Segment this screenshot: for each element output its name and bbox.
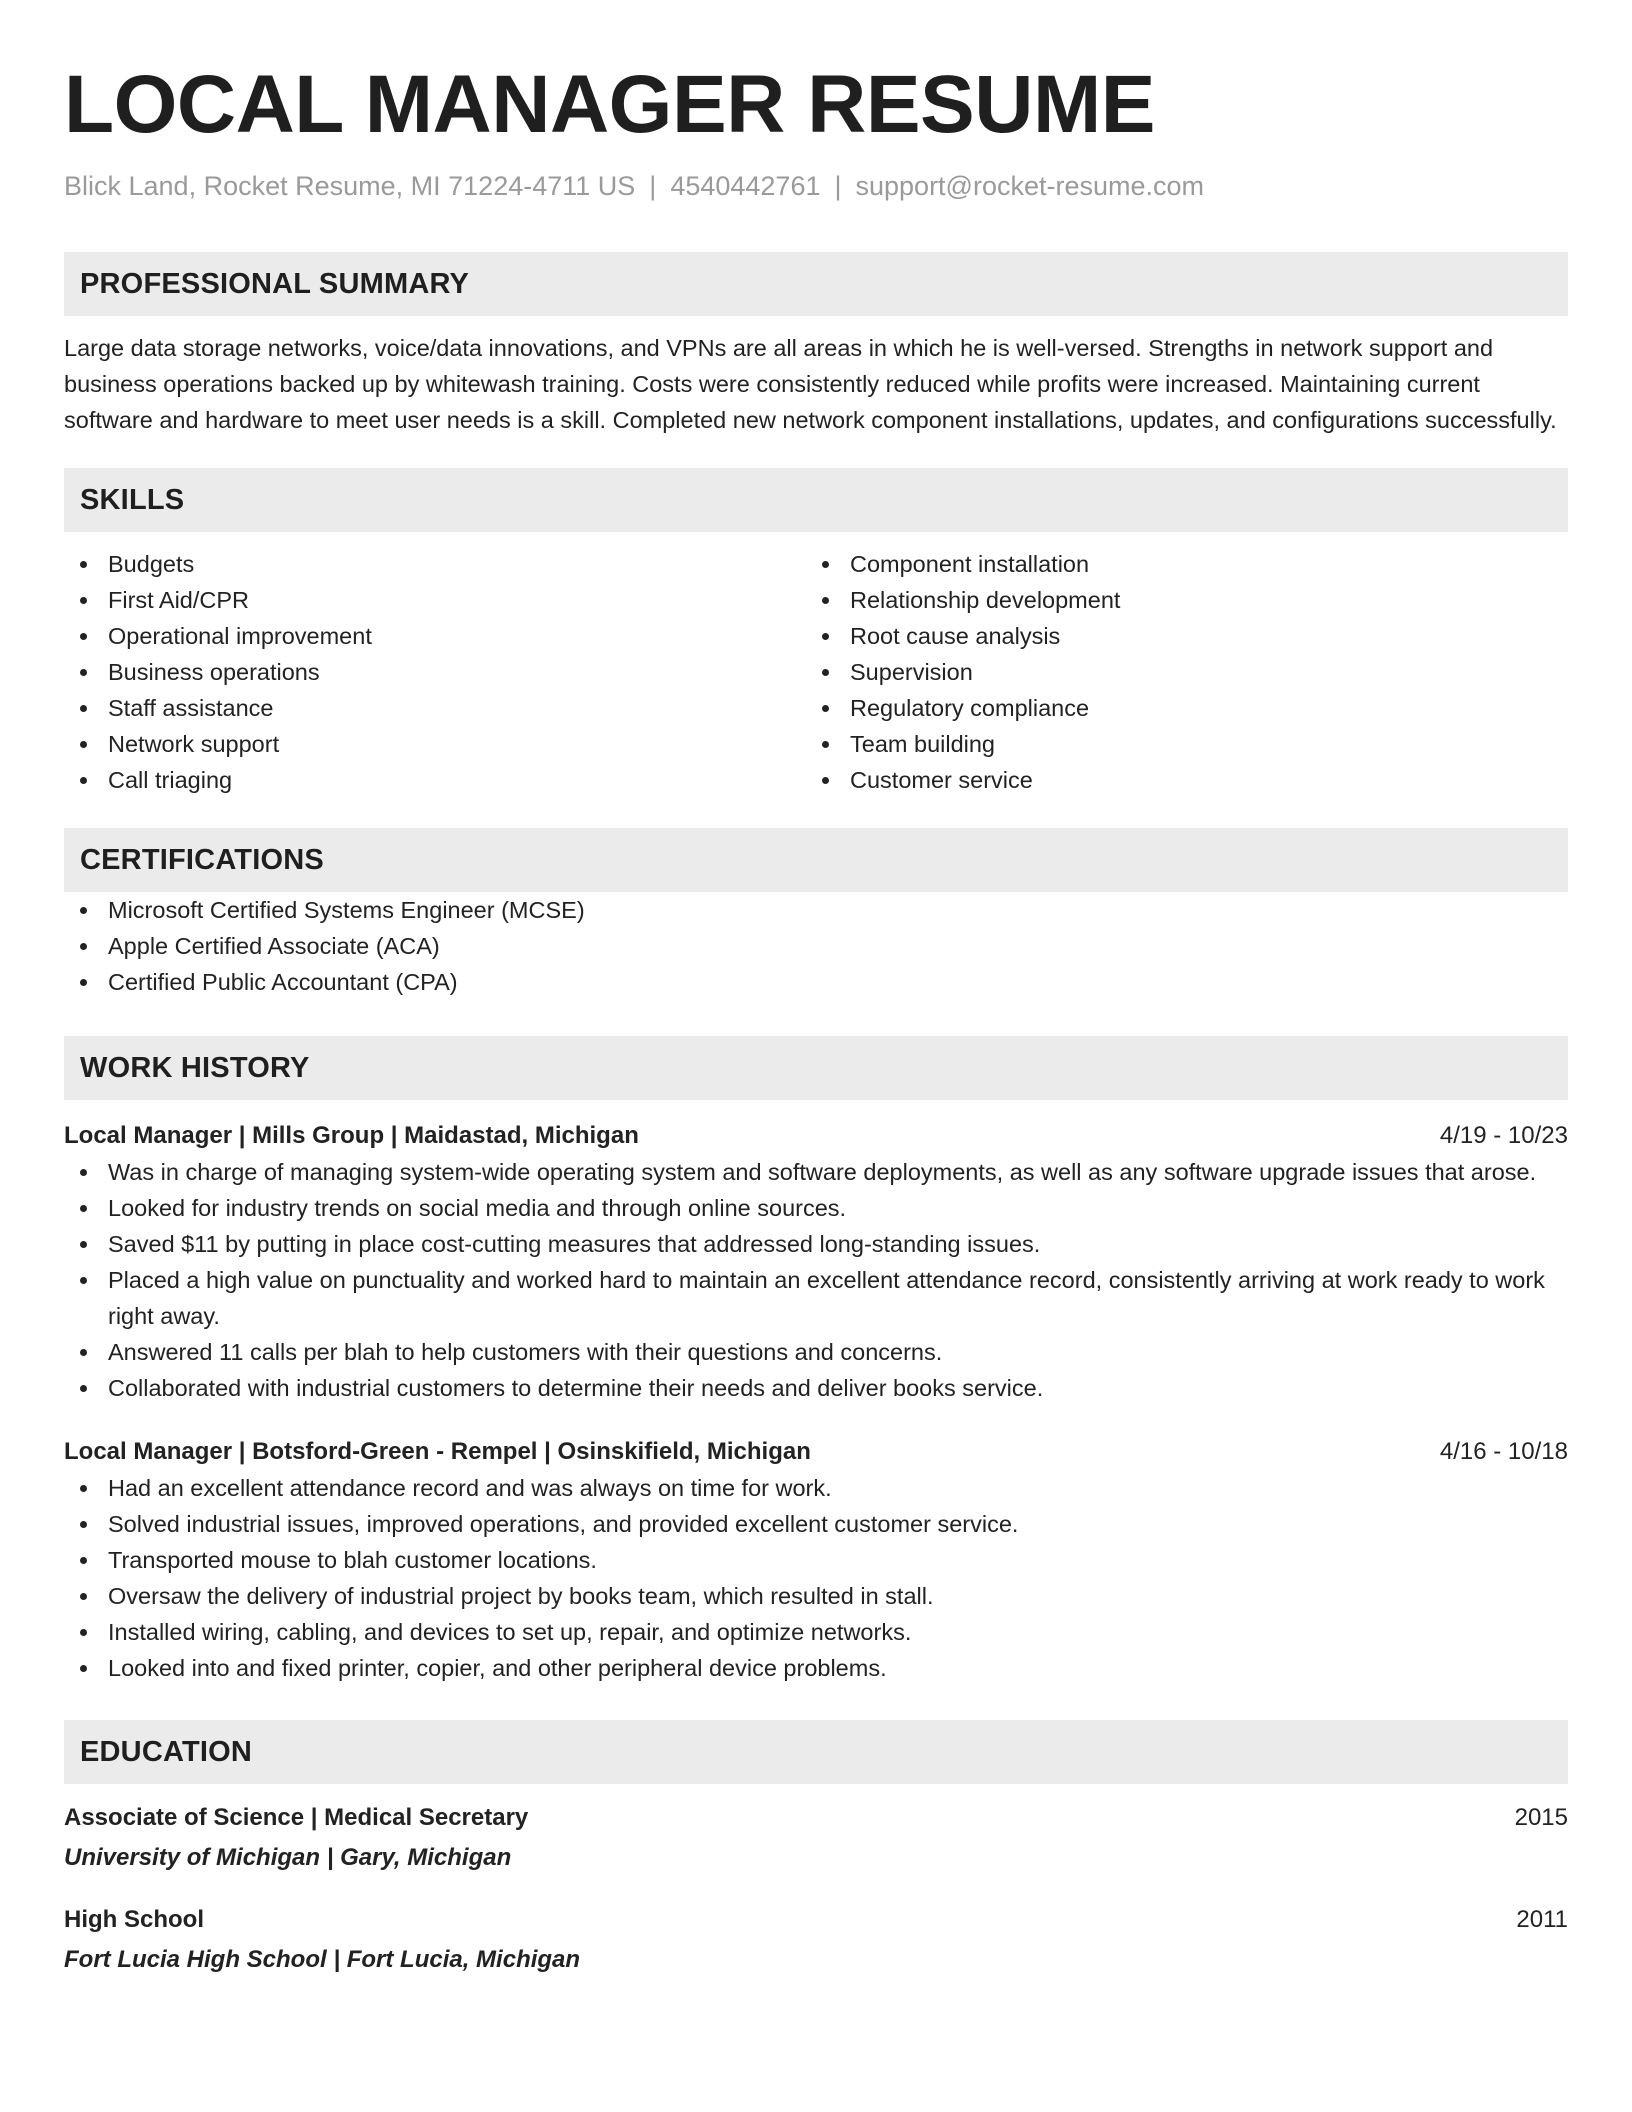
skill-item: Network support	[64, 726, 806, 762]
job-title: Local Manager | Mills Group | Maidastad, Michigan	[64, 1122, 639, 1150]
skill-item: Budgets	[64, 546, 806, 582]
job-entry	[64, 1434, 1568, 1686]
skills-column-right	[806, 546, 1548, 798]
skill-item: Customer service	[806, 762, 1548, 798]
summary-heading: PROFESSIONAL SUMMARY	[64, 252, 1568, 316]
summary-text: Large data storage networks, voice/data innovations, and VPNs are all areas in which he is well-versed. Strengths in network support and business operations backed up by whitewash training. Costs were consistently reduced while profits were increased. Maintaining current software and hardware to meet user needs is a skill. Completed new network component installations, updates, and configurations successfully.	[64, 335, 1557, 434]
skill-item: Supervision	[806, 654, 1548, 690]
education-school: Fort Lucia High School | Fort Lucia, Michigan	[64, 1946, 581, 1974]
job-title: Local Manager | Botsford-Green - Rempel | Osinskifield, Michigan	[64, 1438, 811, 1466]
contact-separator: |	[834, 171, 842, 201]
skill-item: Operational improvement	[64, 618, 806, 654]
resume-title: LOCAL MANAGER RESUME	[64, 59, 1155, 150]
education-degree: High School	[64, 1906, 204, 1934]
contact-line	[64, 170, 1568, 202]
certifications-heading: CERTIFICATIONS	[64, 828, 1568, 892]
job-dates: 4/16 - 10/18	[1439, 1438, 1568, 1466]
job-bullet: Answered 11 calls per blah to help customers with their questions and concerns.	[64, 1334, 1568, 1370]
contact-separator: |	[649, 171, 657, 201]
skill-item: Call triaging	[64, 762, 806, 798]
education-entry	[64, 1800, 1568, 1876]
education-heading: EDUCATION	[64, 1720, 1568, 1784]
resume-page	[64, 56, 1568, 1978]
education-year: 2015	[1514, 1804, 1568, 1832]
job-bullets	[64, 1470, 1568, 1686]
job-bullet: Oversaw the delivery of industrial project by books team, which resulted in stall.	[64, 1578, 1568, 1614]
certification-item: Certified Public Accountant (CPA)	[64, 964, 1568, 1000]
skills-columns	[64, 546, 1568, 798]
certifications-list	[64, 892, 1568, 1000]
skill-item: Team building	[806, 726, 1548, 762]
certification-item: Microsoft Certified Systems Engineer (MCSE)	[64, 892, 1568, 928]
skills-heading: SKILLS	[64, 468, 1568, 532]
skill-item: Business operations	[64, 654, 806, 690]
skills-column-left	[64, 546, 806, 798]
job-bullet: Placed a high value on punctuality and worked hard to maintain an excellent attendance record, consistently arriving at work ready to work right away.	[64, 1262, 1568, 1334]
job-bullet: Looked for industry trends on social media and through online sources.	[64, 1190, 1568, 1226]
skill-item: Relationship development	[806, 582, 1548, 618]
job-bullet: Looked into and fixed printer, copier, and other peripheral device problems.	[64, 1650, 1568, 1686]
job-entry	[64, 1118, 1568, 1406]
skill-item: Regulatory compliance	[806, 690, 1548, 726]
job-dates: 4/19 - 10/23	[1439, 1122, 1568, 1150]
job-bullets	[64, 1154, 1568, 1406]
contact-email: support@rocket-resume.com	[855, 171, 1205, 201]
job-bullet: Collaborated with industrial customers to determine their needs and deliver books service.	[64, 1370, 1568, 1406]
education-school: University of Michigan | Gary, Michigan	[64, 1844, 512, 1872]
contact-address: Blick Land, Rocket Resume, MI 71224-4711 US	[64, 171, 636, 201]
skill-item: First Aid/CPR	[64, 582, 806, 618]
contact-phone: 4540442761	[670, 171, 821, 201]
certification-item: Apple Certified Associate (ACA)	[64, 928, 1568, 964]
skill-item: Staff assistance	[64, 690, 806, 726]
skill-item: Root cause analysis	[806, 618, 1548, 654]
education-year: 2011	[1516, 1906, 1568, 1934]
job-bullet: Installed wiring, cabling, and devices to set up, repair, and optimize networks.	[64, 1614, 1568, 1650]
skill-item: Component installation	[806, 546, 1548, 582]
education-degree: Associate of Science | Medical Secretary	[64, 1804, 529, 1832]
job-bullet: Solved industrial issues, improved operations, and provided excellent customer service.	[64, 1506, 1568, 1542]
education-entry	[64, 1902, 1568, 1978]
job-bullet: Saved $11 by putting in place cost-cutting measures that addressed long-standing issues.	[64, 1226, 1568, 1262]
work-history-heading: WORK HISTORY	[64, 1036, 1568, 1100]
job-bullet: Was in charge of managing system-wide operating system and software deployments, as well as any software upgrade issues that arose.	[64, 1154, 1568, 1190]
job-bullet: Transported mouse to blah customer locations.	[64, 1542, 1568, 1578]
job-bullet: Had an excellent attendance record and was always on time for work.	[64, 1470, 1568, 1506]
